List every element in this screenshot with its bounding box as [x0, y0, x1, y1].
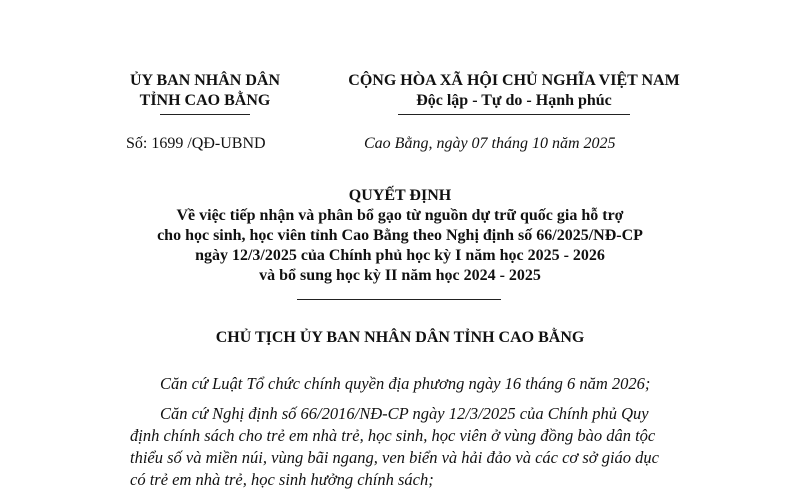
issuing-authority — [110, 71, 300, 111]
motto-line: Độc lập - Tự do - Hạnh phúc — [416, 92, 612, 109]
national-motto — [318, 71, 710, 111]
document-number: Số: 1699 /QĐ-UBND — [126, 135, 266, 152]
national-title: CỘNG HÒA XÃ HỘI CHỦ NGHĨA VIỆT NAM — [348, 72, 680, 89]
legal-basis-2-line3: thiểu số và miền núi, vùng bãi ngang, ven biển và hải đảo và các cơ sở giáo dục — [130, 448, 659, 467]
issuing-authority-line2: TỈNH CAO BẰNG — [139, 92, 271, 109]
legal-basis-2 — [130, 403, 735, 491]
document-date: Cao Bằng, ngày 07 tháng 10 năm 2025 — [364, 135, 616, 152]
decision-title-block — [80, 186, 720, 286]
authority-heading: CHỦ TỊCH ỦY BAN NHÂN DÂN TỈNH CAO BẰNG — [215, 329, 585, 346]
legal-basis-2-line4: có trẻ em nhà trẻ, học sinh hưởng chính sách; — [130, 470, 434, 489]
title-underline — [297, 299, 501, 300]
legal-basis-2-line2: định chính sách cho trẻ em nhà trẻ, học sinh, học viên ở vùng đồng bào dân tộc — [130, 426, 656, 445]
legal-basis-1: Căn cứ Luật Tổ chức chính quyền địa phương ngày 16 tháng 6 năm 2026; — [160, 374, 651, 393]
decision-subject-line2: cho học sinh, học viên tỉnh Cao Bằng theo Nghị định số 66/2025/NĐ-CP — [157, 227, 643, 244]
legal-basis-2-line1: Căn cứ Nghị định số 66/2016/NĐ-CP ngày 12/3/2025 của Chính phủ Quy — [160, 404, 649, 423]
issuing-authority-underline — [160, 114, 250, 115]
decision-subject-line1: Về việc tiếp nhận và phân bổ gạo từ nguồn dự trữ quốc gia hỗ trợ — [176, 207, 624, 224]
decision-heading: QUYẾT ĐỊNH — [348, 187, 452, 204]
issuing-authority-line1: ỦY BAN NHÂN DÂN — [129, 72, 281, 89]
decision-subject-line4: và bổ sung học kỳ II năm học 2024 - 2025 — [259, 267, 541, 284]
motto-underline — [398, 114, 630, 115]
decision-subject-line3: ngày 12/3/2025 của Chính phủ học kỳ I năm học 2025 - 2026 — [195, 247, 605, 264]
